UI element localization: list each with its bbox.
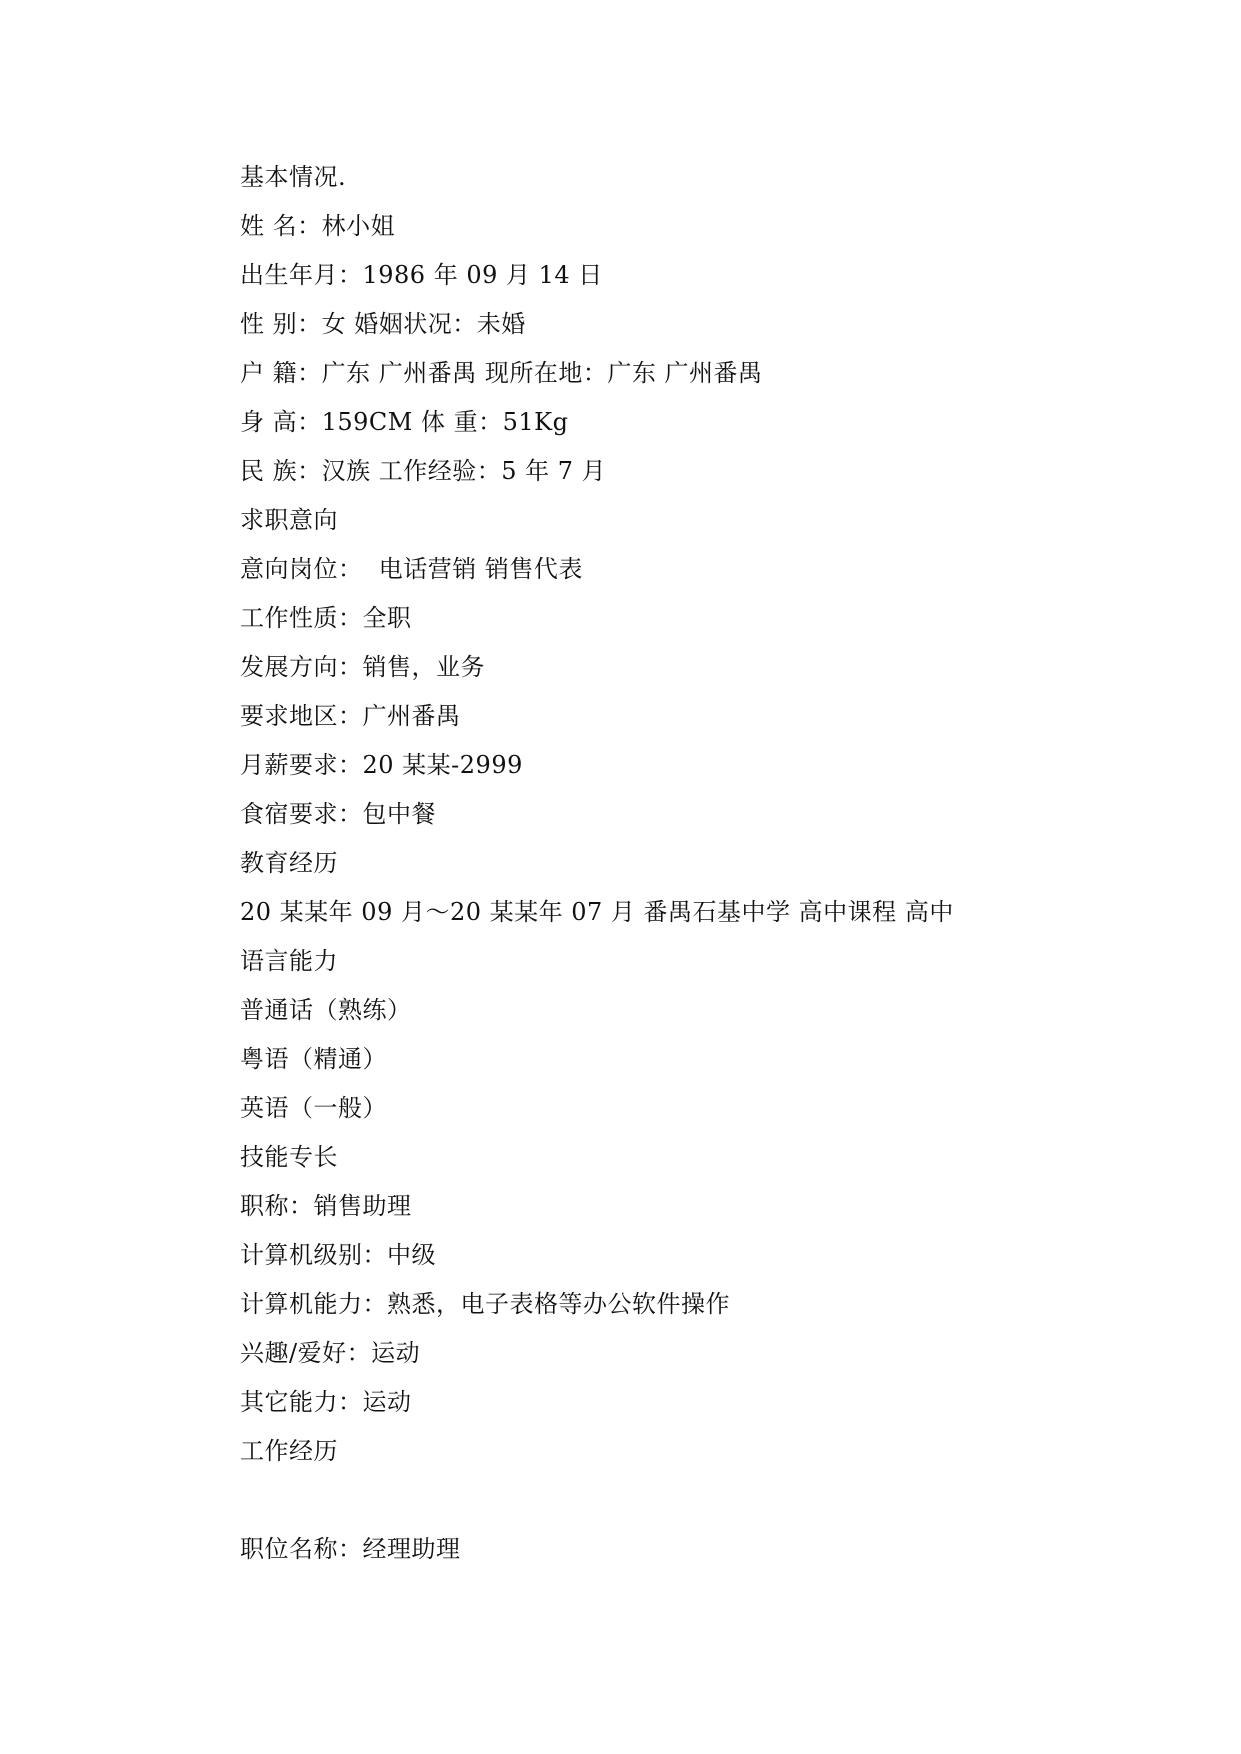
- section-heading-work-experience: 工作经历: [240, 1437, 338, 1465]
- other-abilities-line: 其它能力：运动: [240, 1388, 412, 1416]
- height-weight-line: 身 高：159CM 体 重：51Kg: [240, 408, 569, 436]
- section-heading-skills: 技能专长: [240, 1143, 338, 1171]
- desired-region-line: 要求地区：广州番禺: [240, 702, 461, 730]
- ethnicity-experience-line: 民 族：汉族 工作经验：5 年 7 月: [240, 457, 607, 485]
- board-lodging-line: 食宿要求：包中餐: [240, 800, 436, 828]
- computer-level-line: 计算机级别：中级: [240, 1241, 436, 1269]
- blank-spacer: [240, 1476, 1060, 1525]
- education-entry: 20 某某年 09 月～20 某某年 07 月 番禺石基中学 高中课程 高中: [240, 898, 954, 926]
- desired-position-line: 意向岗位： 电话营销 销售代表: [240, 555, 583, 583]
- computer-ability-line: 计算机能力：熟悉，电子表格等办公软件操作: [240, 1290, 730, 1318]
- resume-body: [240, 153, 1060, 1574]
- salary-line: 月薪要求：20 某某-2999: [240, 751, 523, 779]
- gender-marital-line: 性 别：女 婚姻状况：未婚: [240, 310, 526, 338]
- position-name-line: 职位名称：经理助理: [240, 1535, 461, 1563]
- job-type-line: 工作性质：全职: [240, 604, 412, 632]
- hobbies-line: 兴趣/爱好：运动: [240, 1339, 421, 1367]
- job-title-line: 职称：销售助理: [240, 1192, 412, 1220]
- section-heading-languages: 语言能力: [240, 947, 338, 975]
- language-mandarin: 普通话（熟练）: [240, 996, 412, 1024]
- language-cantonese: 粤语（精通）: [240, 1045, 387, 1073]
- birth-date-line: 出生年月：1986 年 09 月 14 日: [240, 261, 603, 289]
- household-location-line: 户 籍：广东 广州番禺 现所在地：广东 广州番禺: [240, 359, 763, 387]
- career-direction-line: 发展方向：销售，业务: [240, 653, 485, 681]
- section-heading-job-intention: 求职意向: [240, 506, 338, 534]
- section-heading-basic-info: 基本情况.: [240, 163, 347, 191]
- language-english: 英语（一般）: [240, 1094, 387, 1122]
- name-line: 姓 名：林小姐: [240, 212, 396, 240]
- section-heading-education: 教育经历: [240, 849, 338, 877]
